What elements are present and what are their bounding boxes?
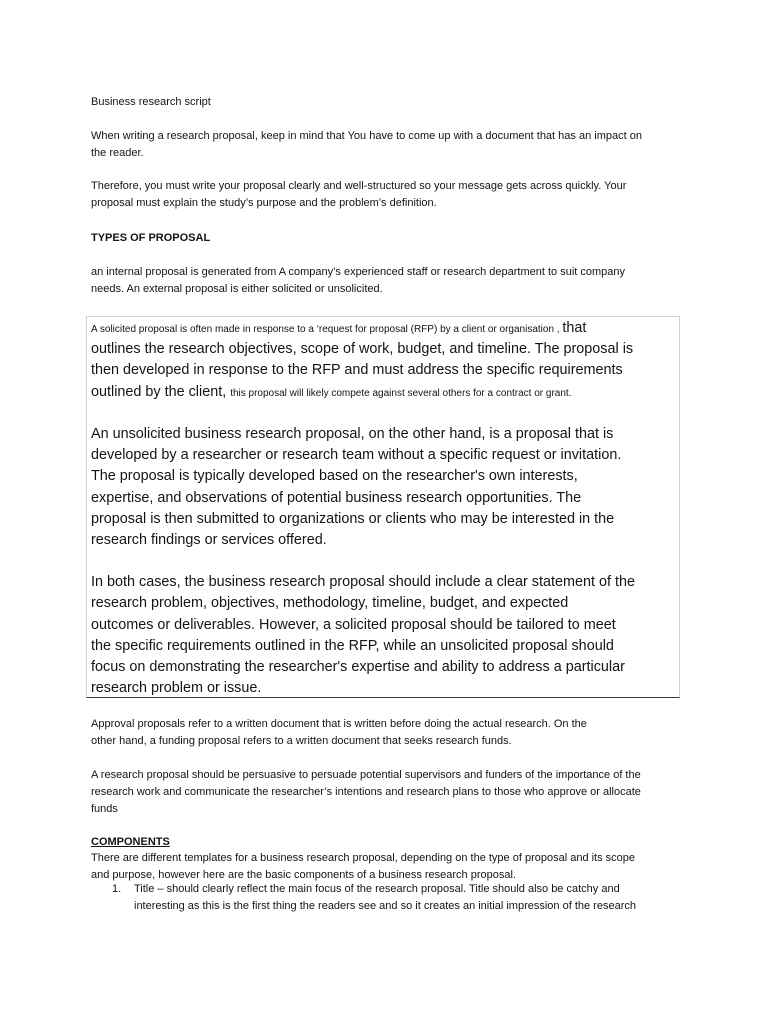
title-line: Business research script	[91, 96, 211, 108]
therefore-line: Therefore, you must write your proposal clearly and well-structured so your message gets across quickly. Your	[91, 180, 627, 192]
solicited-line: then developed in response to the RFP and must address the specific requirements	[91, 362, 623, 379]
persuasive-line: A research proposal should be persuasive to persuade potential supervisors and funders of the importance of the	[91, 769, 641, 781]
solicited-small-text: this proposal will likely compete against several others for a contract or grant.	[230, 387, 572, 399]
both-cases-line: outcomes or deliverables. However, a solicited proposal should be tailored to meet	[91, 616, 616, 633]
unsolicited-line: expertise, and observations of potential business research opportunities. The	[91, 489, 582, 506]
persuasive-paragraph	[91, 767, 641, 817]
therefore-line: proposal must explain the study’s purpose and the problem’s definition.	[91, 196, 437, 209]
components-heading	[91, 834, 170, 851]
types-heading-text: TYPES OF PROPOSAL	[91, 232, 211, 244]
list-item-line: interesting as this is the first thing the readers see and so it creates an initial impression of the research	[134, 899, 636, 912]
approval-paragraph	[91, 716, 587, 750]
both-cases-line: focus on demonstrating the researcher's expertise and ability to address a particular	[91, 659, 625, 675]
unsolicited-line: developed by a researcher or research team without a specific request or invitation.	[91, 447, 622, 464]
solicited-line: outlines the research objectives, scope of work, budget, and timeline. The proposal is	[91, 341, 634, 358]
list-item-text	[134, 881, 636, 915]
both-cases-line: In both cases, the business research proposal should include a clear statement of the	[91, 574, 635, 591]
list-item-line: Title – should clearly reflect the main focus of the research proposal. Title should also be catchy and	[134, 883, 620, 895]
unsolicited-line: An unsolicited business research proposal, on the other hand, is a proposal that is	[91, 425, 614, 442]
unsolicited-line: proposal is then submitted to organizations or clients who may be interested in the	[91, 510, 615, 527]
document-title	[91, 94, 211, 111]
blank-line	[91, 551, 679, 572]
both-cases-line: research problem or issue.	[91, 680, 262, 697]
components-intro-line: There are different templates for a business research proposal, depending on the type of proposal and its scope	[91, 852, 636, 864]
approval-line: other hand, a funding proposal refers to a written document that seeks research funds.	[91, 734, 512, 747]
components-intro-line: and purpose, however here are the basic components of a business research proposal.	[91, 868, 516, 881]
intro-paragraph	[91, 128, 642, 162]
blank-line	[91, 403, 679, 424]
both-cases-line: the specific requirements outlined in the RFP, while an unsolicited proposal should	[91, 637, 614, 654]
solicited-line	[91, 382, 679, 403]
internal-paragraph	[91, 264, 625, 298]
unsolicited-line: research findings or services offered.	[91, 531, 327, 548]
solicited-line	[91, 318, 679, 339]
approval-line: Approval proposals refer to a written document that is written before doing the actual research. On the	[91, 718, 587, 730]
components-heading-text: COMPONENTS	[91, 836, 170, 848]
persuasive-line: funds	[91, 802, 118, 815]
solicited-large-text: outlined by the client,	[91, 383, 231, 400]
solicited-large-text: that	[562, 320, 587, 336]
boxed-section	[86, 316, 680, 698]
therefore-paragraph	[91, 178, 626, 212]
internal-line: needs. An external proposal is either solicited or unsolicited.	[91, 282, 383, 295]
list-item-number: 1.	[112, 883, 122, 895]
intro-line: When writing a research proposal, keep in mind that You have to come up with a document that has an impact on	[91, 130, 642, 142]
internal-line: an internal proposal is generated from A company’s experienced staff or research department to suit company	[91, 266, 626, 278]
persuasive-line: research work and communicate the researcher’s intentions and research plans to those who approve or allocate	[91, 785, 641, 798]
types-heading	[91, 230, 210, 247]
solicited-small-text: A solicited proposal is often made in response to a ‘request for proposal (RFP) by a client or organisation ,	[91, 324, 563, 335]
components-intro-paragraph	[91, 850, 635, 884]
intro-line: the reader.	[91, 146, 144, 159]
both-cases-line: research problem, objectives, methodology, timeline, budget, and expected	[91, 595, 569, 612]
unsolicited-line: The proposal is typically developed based on the researcher's own interests,	[91, 468, 578, 485]
